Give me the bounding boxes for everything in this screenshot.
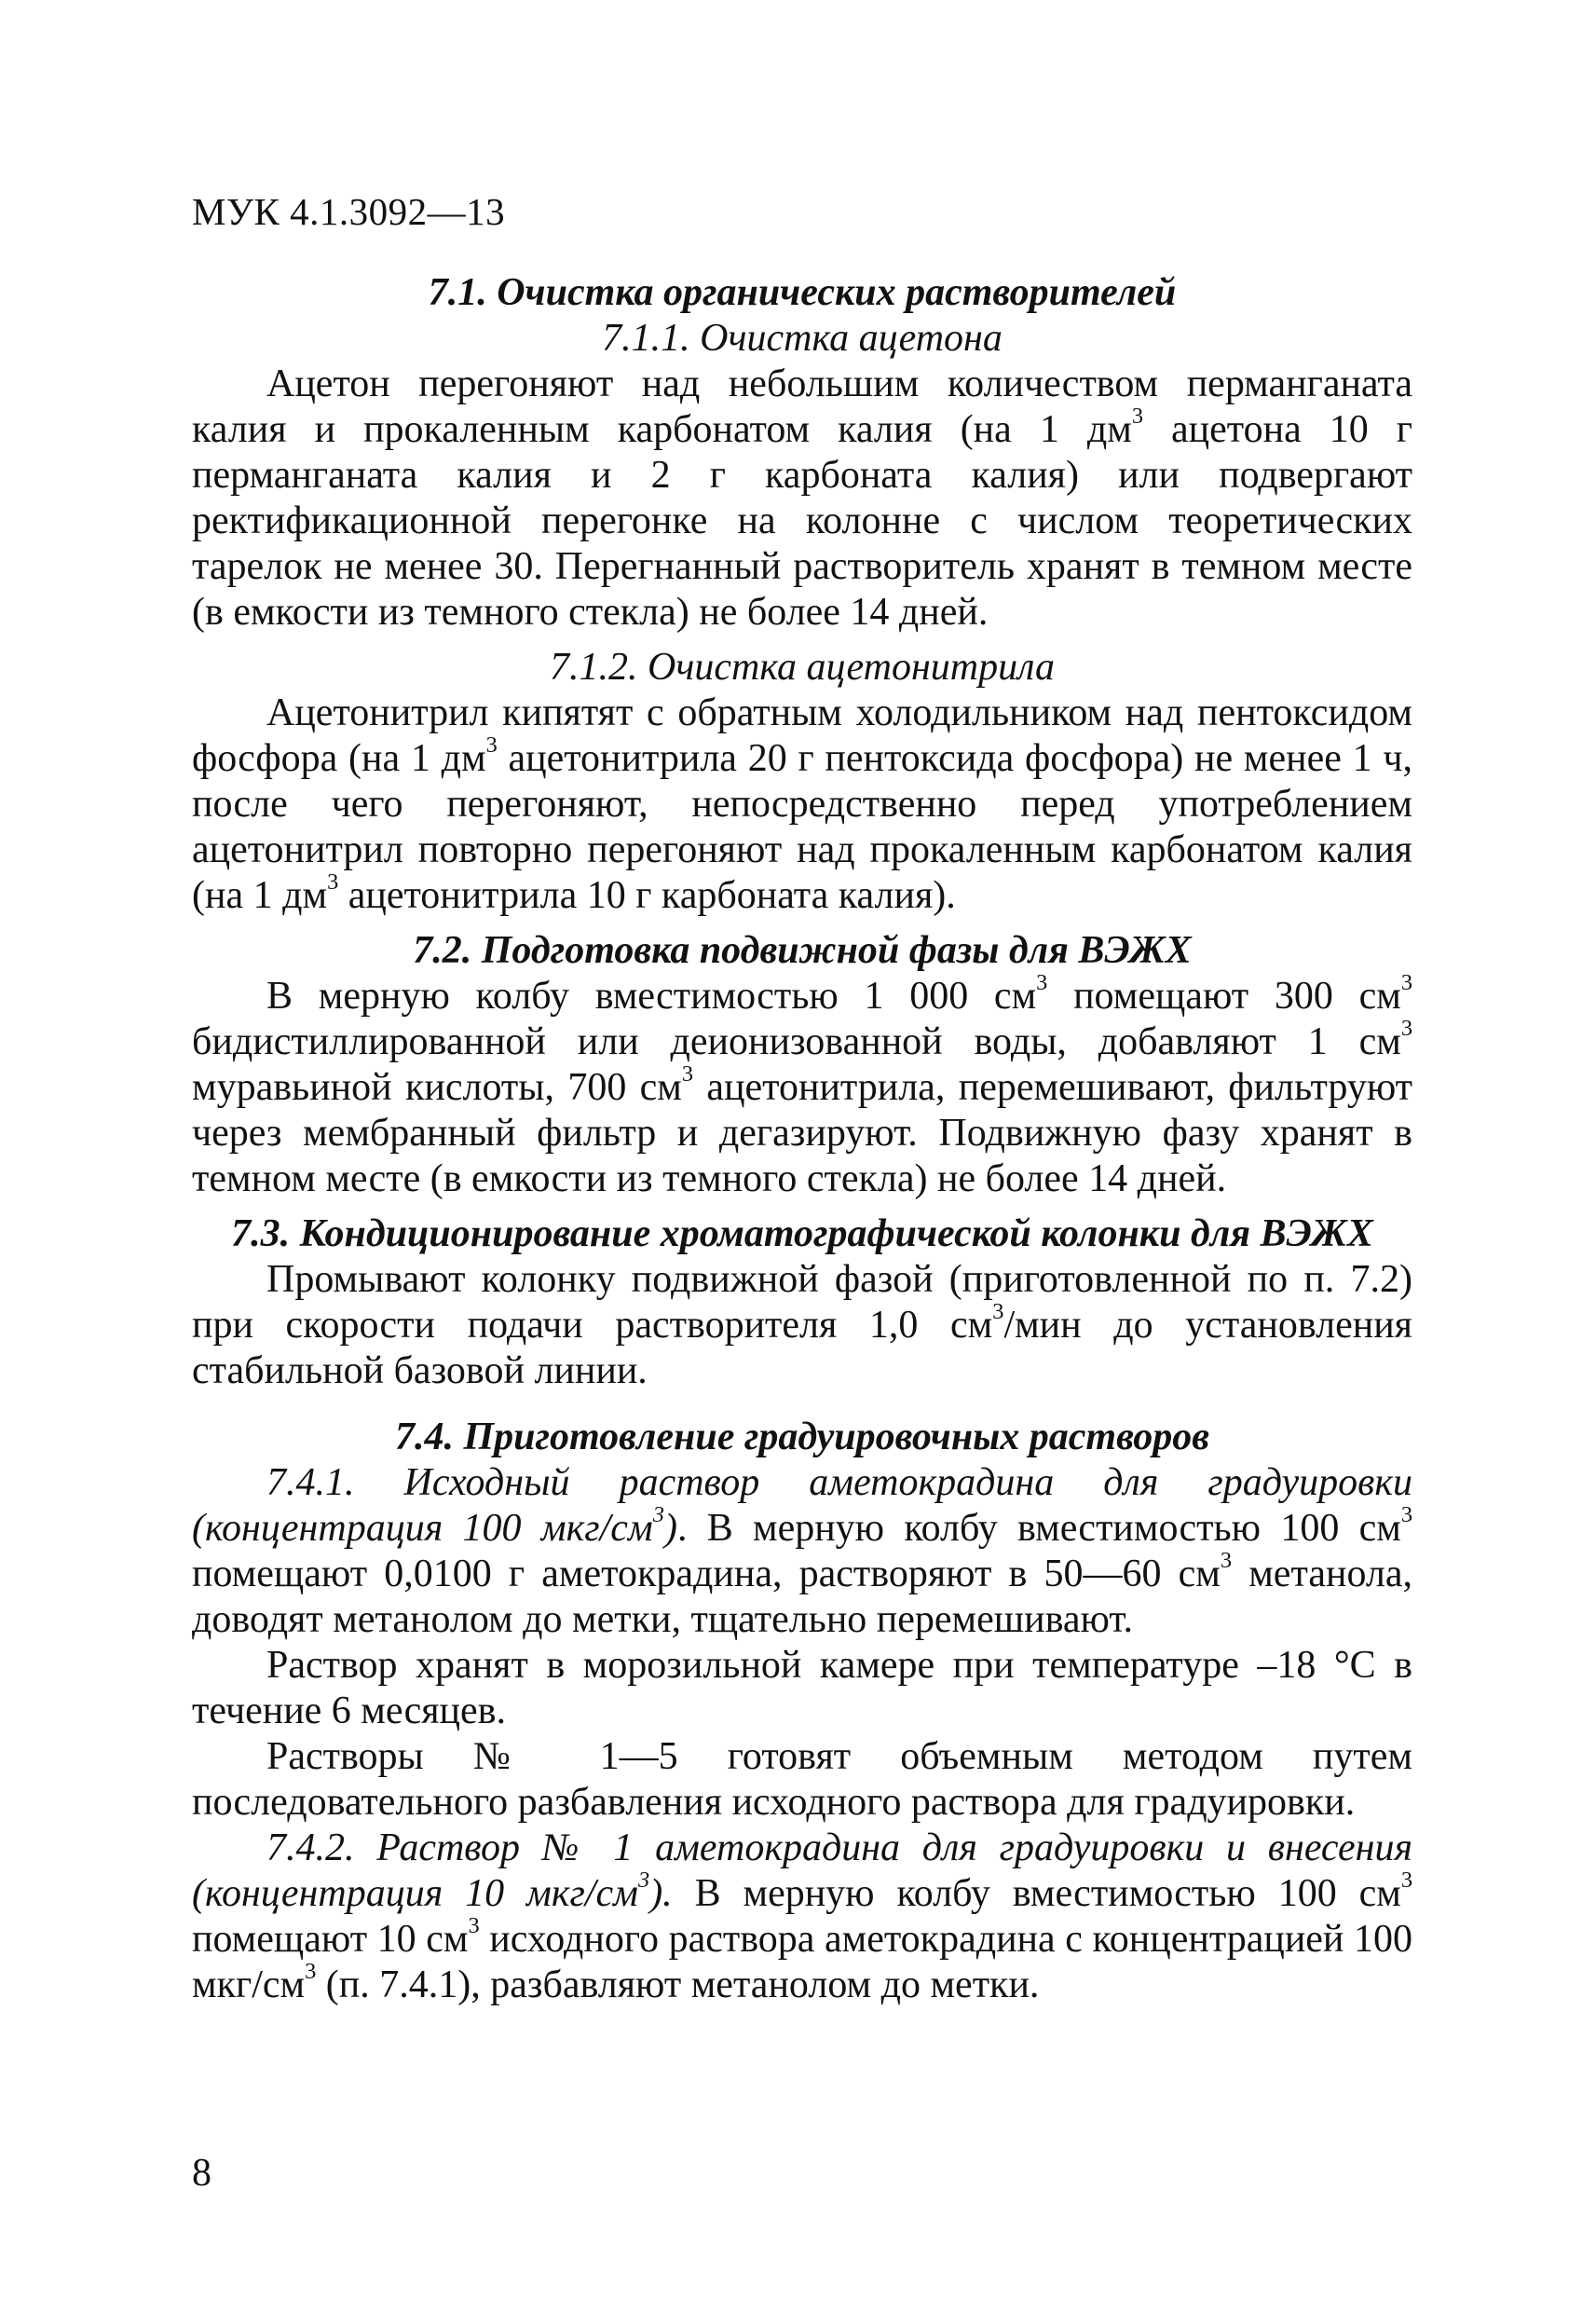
page-content bbox=[192, 270, 1412, 2008]
section-heading-7-4: 7.4. Приготовление градуировочных растворов bbox=[394, 1416, 1210, 1458]
section-heading-7-3: 7.3. Кондиционирование хроматографической колонки для ВЭЖХ bbox=[231, 1212, 1373, 1255]
paragraph-acetonitrile: Ацетонитрил кипятят с обратным холодильником над пентоксидом фосфора (на 1 $дм^3$ ацетонитрила 20 г пентоксида фосфора) не менее 1 ч, после чего перегоняют, непосредственно перед употреблением ацетонитрил повторно перегоняют над прокаленным карбонатом калия (на 1 $дм^3$ ацетонитрила 10 г карбоната калия). bbox=[192, 691, 1412, 917]
paragraph-acetone: Ацетон перегоняют над небольшим количеством перманганата калия и прокаленным карбонатом калия (на 1 $дм^3$ ацетона 10 г перманганата калия и 2 г карбоната калия) или подвергают ректификационной перегонке на колонне с числом теоретических тарелок не менее 30. Перегнанный растворитель хранят в темном месте (в емкости из темного стекла) не более 14 дней. bbox=[192, 363, 1412, 634]
section-heading-7-2: 7.2. Подготовка подвижной фазы для ВЭЖХ bbox=[413, 929, 1192, 972]
subsection-heading-7-1-2: 7.1.2. Очистка ацетонитрила bbox=[550, 646, 1055, 689]
paragraph-solutions-1-5: Растворы № 1—5 готовят объемным методом путем последовательного разбавления исходного раствора для градуировки. bbox=[192, 1735, 1412, 1824]
subsection-heading-7-1-1: 7.1.1. Очистка ацетона bbox=[602, 317, 1003, 360]
page-number: 8 bbox=[192, 2152, 211, 2195]
paragraph-stock-solution: 7.4.1. Исходный раствор аметокрадина для градуировки (концентрация 100 мкг/$см^3$). В мерную колбу вместимостью 100 $см^3$ помещают 0,0100 г аметокрадина, растворяют в 50—60 $см^3$ метанола, доводят метанолом до метки, тщательно перемешивают. bbox=[192, 1461, 1412, 1641]
document-code: МУК 4.1.3092—13 bbox=[192, 190, 506, 233]
paragraph-storage: Раствор хранят в морозильной камере при температуре –18 °С в течение 6 месяцев. bbox=[192, 1644, 1412, 1732]
section-heading-7-1: 7.1. Очистка органических растворителей bbox=[428, 271, 1177, 314]
paragraph-column-conditioning: Промывают колонку подвижной фазой (приготовленной по п. 7.2) при скорости подачи растворителя 1,0 $см^3$/мин до установления стабильной базовой линии. bbox=[192, 1258, 1412, 1392]
paragraph-solution-1: 7.4.2. Раствор № 1 аметокрадина для градуировки и внесения (концентрация 10 мкг/$см^3$). В мерную колбу вместимостью 100 $см^3$ помещают 10 $см^3$ исходного раствора аметокрадина с концентрацией 100 мкг/$см^3$ (п. 7.4.1), разбавляют метанолом до метки. bbox=[192, 1826, 1412, 2006]
paragraph-mobile-phase: В мерную колбу вместимостью 1 000 $см^3$ помещают 300 $см^3$ бидистиллированной или деионизованной воды, добавляют 1 $см^3$ муравьиной кислоты, 700 $см^3$ ацетонитрила, перемешивают, фильтруют через мембранный фильтр и дегазируют. Подвижную фазу хранят в темном месте (в емкости из темного стекла) не более 14 дней. bbox=[192, 970, 1413, 1200]
